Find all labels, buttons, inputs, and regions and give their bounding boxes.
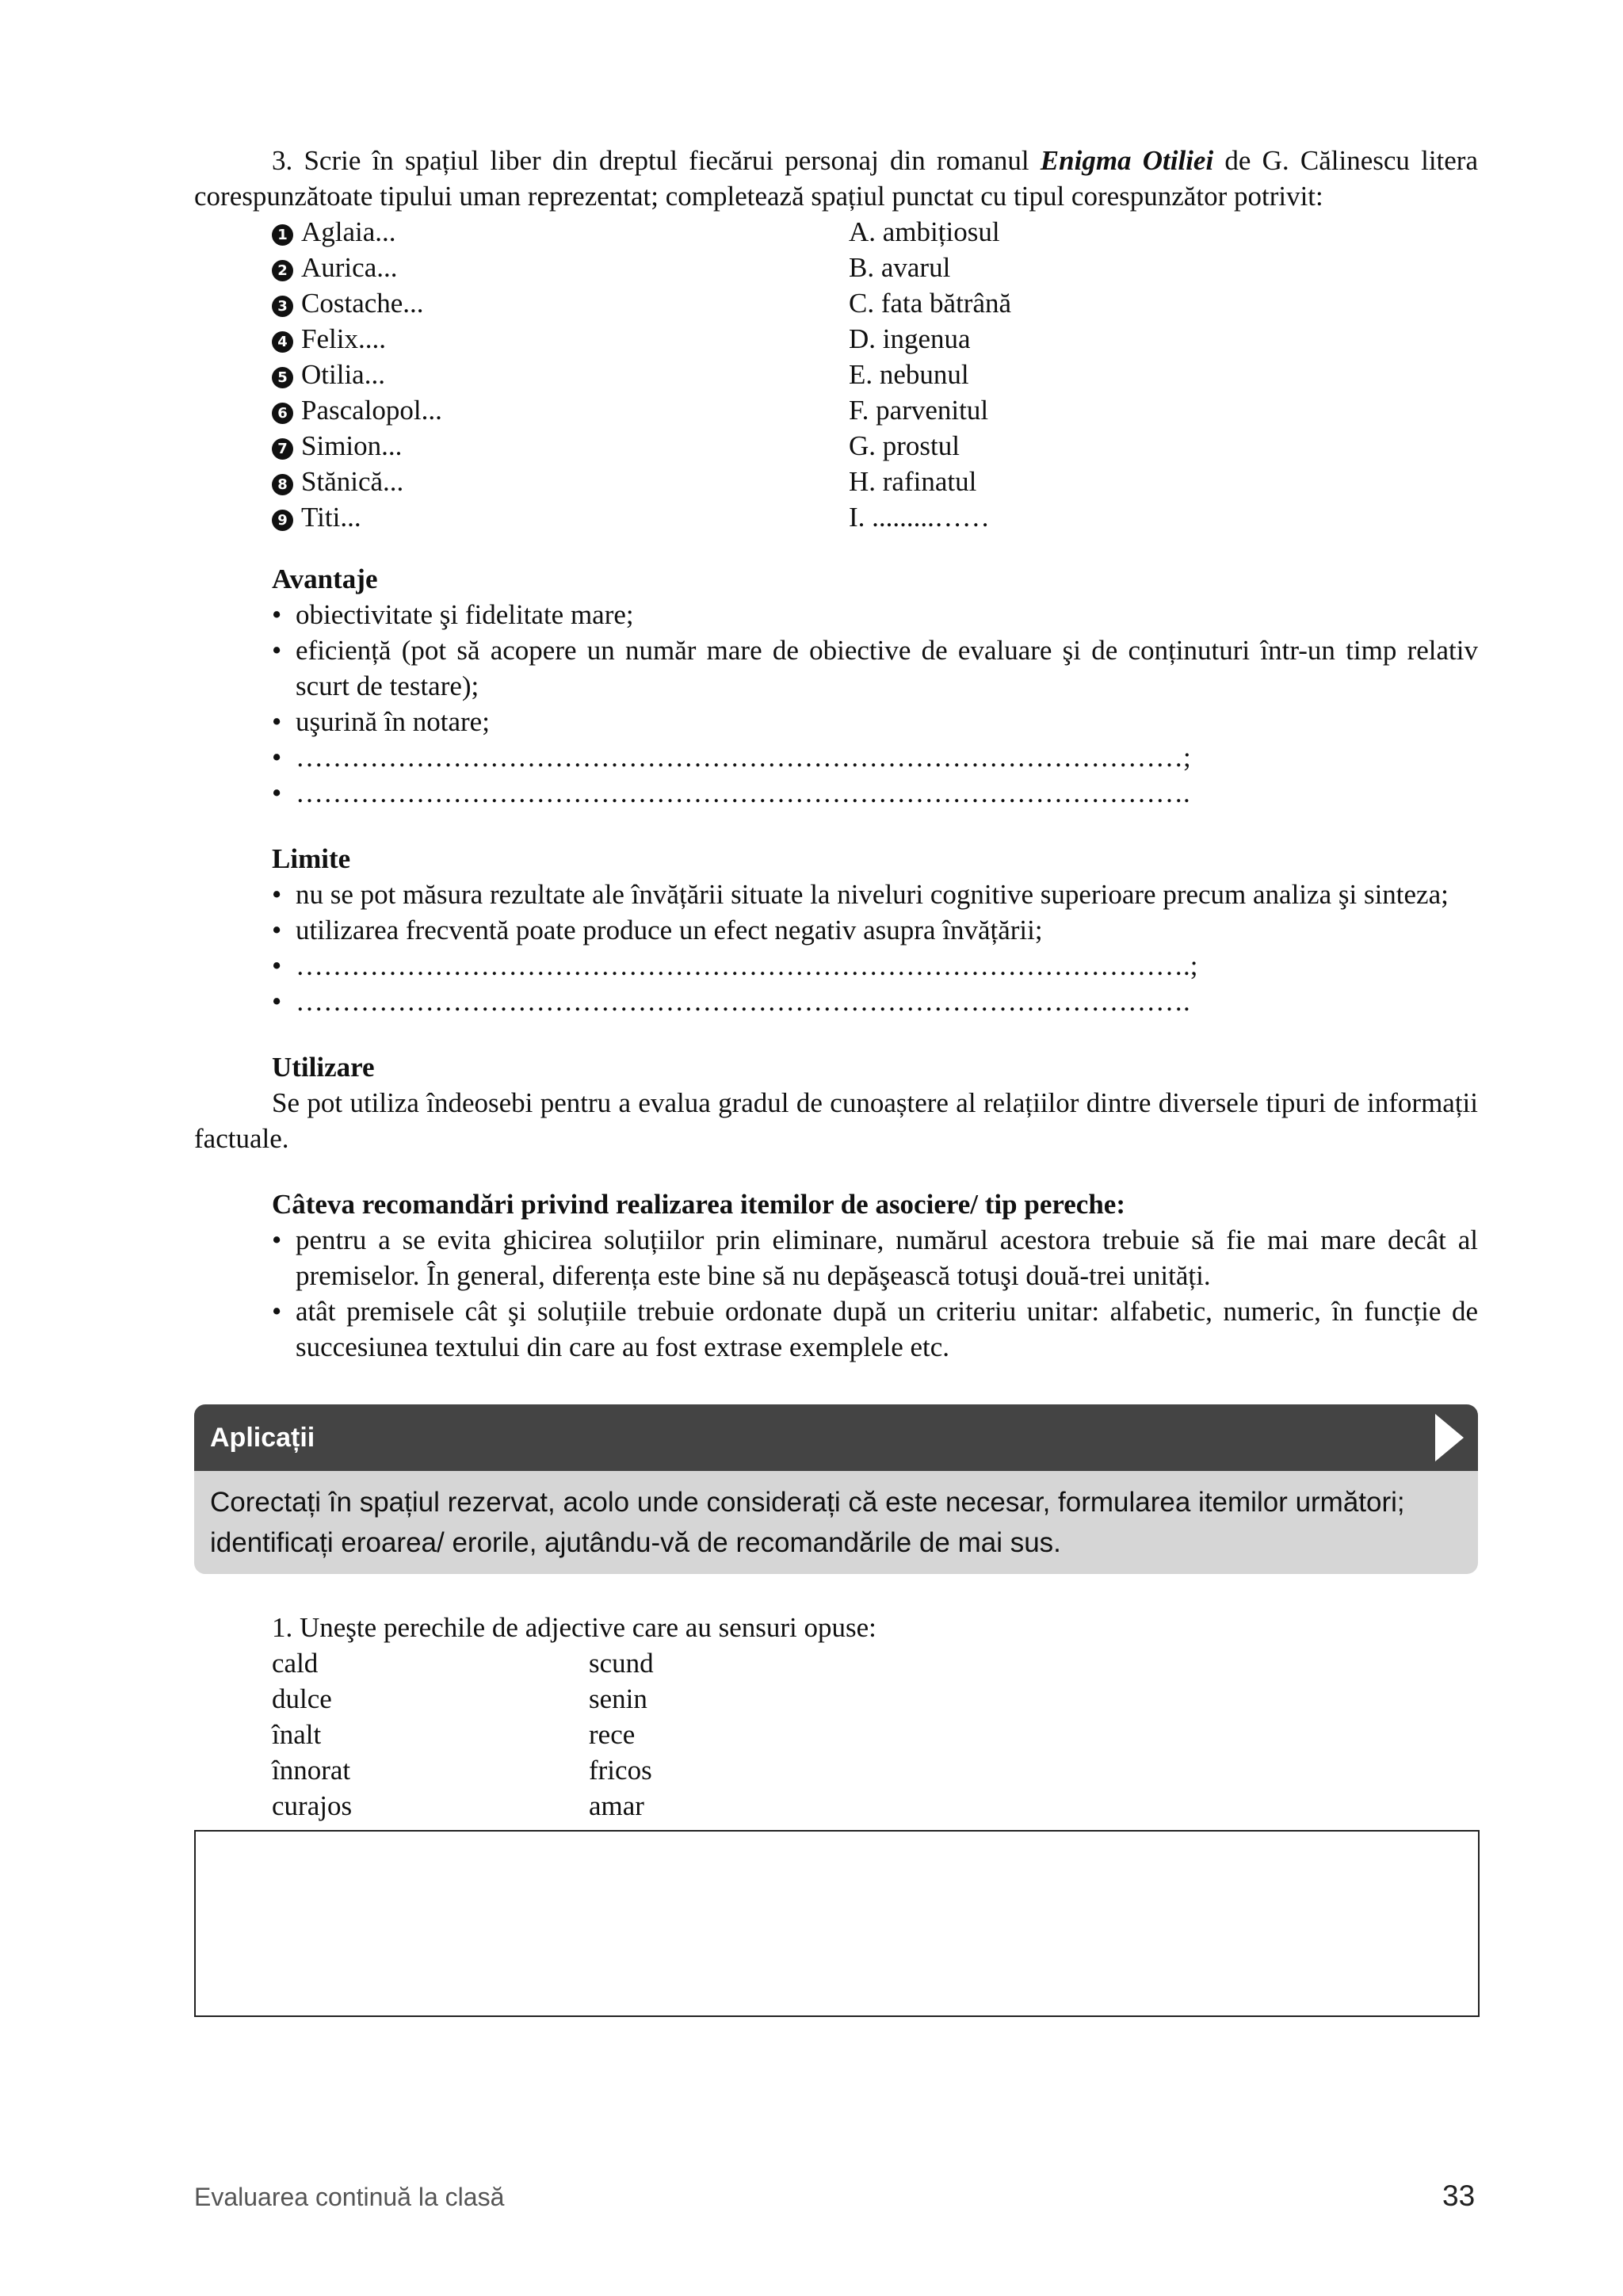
character-name: Pascalopol... <box>301 395 442 426</box>
aplicatii-header <box>194 1404 1478 1471</box>
character-name: Aglaia... <box>301 216 396 247</box>
character-name: Costache... <box>301 288 424 319</box>
list-item-blank: • ……………………………………………………………………………………. <box>272 775 1478 811</box>
character-name: Titi... <box>301 502 361 533</box>
page-number: 33 <box>1442 2179 1476 2212</box>
exercise-prompt: 1. Uneşte perechile de adjective care au sensuri opuse: <box>272 1612 876 1643</box>
list-item: • obiectivitate şi fidelitate mare; <box>272 597 1478 632</box>
adjective-left: înalt <box>272 1719 322 1750</box>
avantaje-heading: Avantaje <box>272 563 378 594</box>
character-row <box>272 214 442 250</box>
character-row <box>272 285 442 321</box>
utilizare-text: Se pot utiliza îndeosebi pentru a evalua gradul de cunoaștere al relațiilor dintre diversele tipuri de informații factuale. <box>194 1087 1478 1154</box>
number-badge-icon: 6 <box>272 403 293 424</box>
list-item: • utilizarea frecventă poate produce un efect negativ asupra învățării; <box>272 912 1478 948</box>
number-badge-icon: 3 <box>272 296 293 317</box>
character-name: Simion... <box>301 430 403 461</box>
list-item-blank: • ……………………………………………………………………………………. <box>272 984 1478 1019</box>
adjective-right: amar <box>589 1790 644 1821</box>
type-row: D. ingenua <box>849 323 971 354</box>
number-badge-icon: 9 <box>272 510 293 531</box>
number-badge-icon: 2 <box>272 260 293 281</box>
matching-table <box>272 214 1478 539</box>
limite-list <box>272 877 1478 1019</box>
character-row <box>272 321 442 357</box>
aplicatii-title: Aplicații <box>210 1423 315 1453</box>
characters-column <box>272 214 442 535</box>
novel-title: Enigma Otiliei <box>1040 145 1214 176</box>
right-column <box>589 1645 654 1824</box>
left-column <box>272 1645 352 1824</box>
number-badge-icon: 5 <box>272 367 293 388</box>
item3-instruction <box>194 143 1478 214</box>
adjective-right: rece <box>589 1719 636 1750</box>
recomandari-heading: Câteva recomandări privind realizarea itemilor de asociere/ tip pereche: <box>272 1189 1125 1220</box>
types-column <box>849 214 1011 535</box>
list-item: • eficiență (pot să acopere un număr mare de obiective de evaluare şi de conținuturi într-un timp relativ scurt de testare); <box>272 632 1478 704</box>
footer-title: Evaluarea continuă la clasă <box>194 2183 505 2211</box>
list-item: • nu se pot măsura rezultate ale învățării situate la niveluri cognitive superioare precum analiza şi sinteza; <box>272 877 1478 912</box>
aplicatii-box <box>194 1404 1478 1574</box>
character-row <box>272 250 442 285</box>
adjective-left: curajos <box>272 1790 353 1821</box>
type-row: H. rafinatul <box>849 466 977 497</box>
type-row: C. fata bătrână <box>849 288 1012 319</box>
utilizare-heading: Utilizare <box>272 1052 375 1083</box>
number-badge-icon: 1 <box>272 224 293 246</box>
number-badge-icon: 7 <box>272 438 293 460</box>
adjective-right: senin <box>589 1683 647 1714</box>
adjective-right: scund <box>589 1648 654 1679</box>
triangle-right-icon <box>1435 1414 1464 1461</box>
type-row: G. prostul <box>849 430 960 461</box>
list-item: • uşurină în notare; <box>272 704 1478 739</box>
limite-heading: Limite <box>272 843 351 874</box>
adjective-left: cald <box>272 1648 319 1679</box>
avantaje-list <box>272 597 1478 811</box>
character-row <box>272 428 442 464</box>
type-row: A. ambițiosul <box>849 216 1000 247</box>
list-item-blank: • …………………………………………………………………………………….; <box>272 948 1478 984</box>
aplicatii-body: Corectați în spațiul rezervat, acolo unde considerați că este necesar, formularea itemilor următori; identificați eroarea/ erorile, ajutându-vă de recomandările de mai sus. <box>194 1471 1478 1574</box>
list-item: • pentru a se evita ghicirea soluțiilor prin eliminare, numărul acestora trebuie să fie mai mare decât al premiselor. În general, diferența este bine să nu depăşească totuşi două-trei unități. <box>272 1222 1478 1293</box>
type-row: E. nebunul <box>849 359 969 390</box>
page-content <box>194 143 1478 2017</box>
character-row <box>272 499 442 535</box>
character-row <box>272 357 442 392</box>
adjective-left: dulce <box>272 1683 332 1714</box>
character-name: Stănică... <box>301 466 404 497</box>
answer-box[interactable] <box>194 1830 1480 2017</box>
exercise-1 <box>272 1610 1478 1824</box>
type-row: B. avarul <box>849 252 951 283</box>
recomandari-list <box>272 1222 1478 1365</box>
adjective-right: fricos <box>589 1755 652 1786</box>
character-name: Otilia... <box>301 359 385 390</box>
character-row <box>272 392 442 428</box>
number-badge-icon: 4 <box>272 331 293 353</box>
item3-text-before: 3. Scrie în spațiul liber din dreptul fiecărui personaj din romanul <box>272 145 1041 176</box>
number-badge-icon: 8 <box>272 474 293 495</box>
item3-text-after: de G. Călinescu litera corespunzătoate tipului uman reprezentat; completează spațiul punctat cu tipul corespunzător potrivit: <box>194 145 1478 212</box>
adjective-pairs <box>272 1645 1478 1824</box>
character-row <box>272 464 442 499</box>
character-name: Felix.... <box>301 323 386 354</box>
list-item: • atât premisele cât şi soluțiile trebuie ordonate după un criteriu unitar: alfabetic, numeric, în funcție de succesiunea textului din care au fost extrase exemplele etc. <box>272 1293 1478 1365</box>
type-row: F. parvenitul <box>849 395 989 426</box>
type-row: I. .........…… <box>849 502 990 533</box>
adjective-left: înnorat <box>272 1755 351 1786</box>
list-item-blank: • ……………………………………………………………………………………; <box>272 739 1478 775</box>
character-name: Aurica... <box>301 252 398 283</box>
